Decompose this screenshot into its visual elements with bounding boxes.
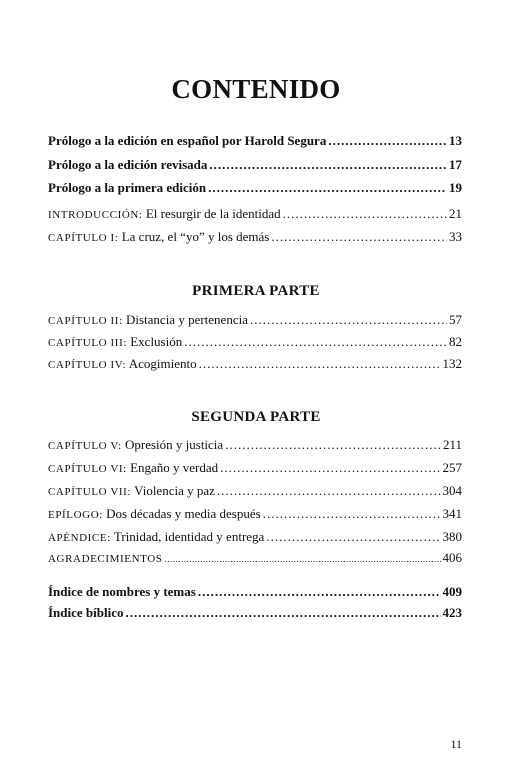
toc-entry bbox=[48, 482, 462, 500]
toc-entry bbox=[48, 156, 462, 174]
toc-entry-title: La cruz, el “yo” y los demás bbox=[118, 229, 270, 244]
toc-entry-title: Exclusión bbox=[126, 334, 183, 349]
toc-entry bbox=[48, 311, 462, 329]
toc-entry-label bbox=[48, 482, 215, 501]
dot-leader bbox=[263, 505, 441, 523]
toc-entry-page: 132 bbox=[442, 356, 462, 371]
dot-leader bbox=[209, 156, 447, 174]
toc-entry-label bbox=[48, 205, 281, 224]
toc-entry-page: 19 bbox=[449, 180, 462, 195]
toc-entry-page: 13 bbox=[449, 133, 462, 148]
toc-entry-page: 82 bbox=[449, 334, 462, 349]
dot-leader bbox=[184, 333, 447, 351]
toc-entry-label: Índice bíblico bbox=[48, 605, 124, 620]
toc-entry-label bbox=[48, 333, 182, 352]
dot-leader bbox=[225, 436, 441, 454]
dot-leader bbox=[217, 482, 441, 500]
dot-leader bbox=[266, 528, 440, 546]
toc-entry bbox=[48, 459, 462, 477]
toc-entry-page: 341 bbox=[442, 506, 462, 521]
toc-entry-title: Distancia y pertenencia bbox=[122, 312, 248, 327]
dot-leader bbox=[220, 459, 440, 477]
toc-entry bbox=[48, 505, 462, 523]
toc-entry-prefix: CAPÍTULO IV: bbox=[48, 359, 127, 371]
page-number: 11 bbox=[450, 737, 462, 751]
toc-entry bbox=[48, 228, 462, 246]
dot-leader bbox=[199, 355, 441, 373]
dot-leader bbox=[126, 604, 441, 622]
toc-entry-prefix: CAPÍTULO II: bbox=[48, 315, 123, 327]
dot-leader bbox=[198, 583, 441, 601]
toc-entry-title: El resurgir de la identidad bbox=[142, 206, 281, 221]
toc-entry bbox=[48, 528, 462, 546]
toc-entry-page: 33 bbox=[449, 229, 462, 244]
toc-entry-label bbox=[48, 549, 163, 568]
toc-entry-prefix: CAPÍTULO VII: bbox=[48, 486, 132, 498]
toc-entry-page: 257 bbox=[442, 460, 462, 475]
toc-entry-prefix: CAPÍTULO V: bbox=[48, 440, 122, 452]
dot-leader bbox=[283, 205, 447, 223]
page-title: CONTENIDO bbox=[171, 74, 341, 104]
toc-entry-page: 406 bbox=[442, 550, 462, 565]
toc-entry-page: 423 bbox=[442, 605, 462, 620]
toc-entry-prefix: CAPÍTULO VI: bbox=[48, 463, 127, 475]
section-heading-part-two: SEGUNDA PARTE bbox=[191, 409, 321, 425]
toc-entry-label bbox=[48, 355, 197, 374]
toc-entry-prefix: APÉNDICE: bbox=[48, 532, 111, 544]
toc-entry bbox=[48, 355, 462, 373]
dot-leader bbox=[271, 228, 447, 246]
toc-entry-title: Engaño y verdad bbox=[126, 460, 219, 475]
toc-entry-label: Índice de nombres y temas bbox=[48, 584, 196, 599]
dot-leader bbox=[250, 311, 447, 329]
toc-entry-prefix: AGRADECIMIENTOS bbox=[48, 553, 163, 565]
toc-entry-title: Acogimiento bbox=[126, 356, 197, 371]
toc-entry bbox=[48, 583, 462, 601]
toc-entry bbox=[48, 604, 462, 622]
dot-leader bbox=[328, 132, 447, 150]
toc-entry-page: 409 bbox=[442, 584, 462, 599]
toc-entry bbox=[48, 179, 462, 197]
toc-entry-title: Dos décadas y media después bbox=[102, 506, 261, 521]
toc-entry-label: Prólogo a la edición en español por Harold Segura bbox=[48, 133, 327, 148]
toc-entry bbox=[48, 333, 462, 351]
dot-leader bbox=[165, 550, 441, 568]
toc-entry bbox=[48, 549, 462, 567]
toc-entry-page: 211 bbox=[442, 437, 462, 452]
toc-entry-label bbox=[48, 228, 269, 247]
toc-entry-page: 304 bbox=[442, 483, 462, 498]
toc-entry-page: 380 bbox=[442, 529, 462, 544]
toc-entry-page: 57 bbox=[449, 312, 462, 327]
toc-entry-label bbox=[48, 459, 218, 478]
toc-entry-title: Trinidad, identidad y entrega bbox=[110, 529, 265, 544]
toc-entry-label bbox=[48, 505, 261, 524]
toc-entry-label bbox=[48, 311, 248, 330]
toc-entry-label bbox=[48, 436, 223, 455]
toc-entry-prefix: INTRODUCCIÓN: bbox=[48, 209, 143, 221]
toc-entry-prefix: EPÍLOGO: bbox=[48, 509, 103, 521]
toc-entry-prefix: CAPÍTULO III: bbox=[48, 337, 127, 349]
dot-leader bbox=[208, 179, 447, 197]
toc-entry-prefix: CAPÍTULO I: bbox=[48, 232, 119, 244]
toc-entry bbox=[48, 205, 462, 223]
toc-entry-label: Prólogo a la edición revisada bbox=[48, 157, 208, 172]
toc-entry-label bbox=[48, 528, 264, 547]
toc-entry-title: Opresión y justicia bbox=[121, 437, 224, 452]
toc-entry-label: Prólogo a la primera edición bbox=[48, 180, 207, 195]
toc-entry-title: Violencia y paz bbox=[131, 483, 215, 498]
section-heading-part-one: PRIMERA PARTE bbox=[192, 283, 320, 299]
toc-entry bbox=[48, 436, 462, 454]
toc-entry-page: 17 bbox=[449, 157, 462, 172]
toc-entry-page: 21 bbox=[449, 206, 462, 221]
toc-entry bbox=[48, 132, 462, 150]
